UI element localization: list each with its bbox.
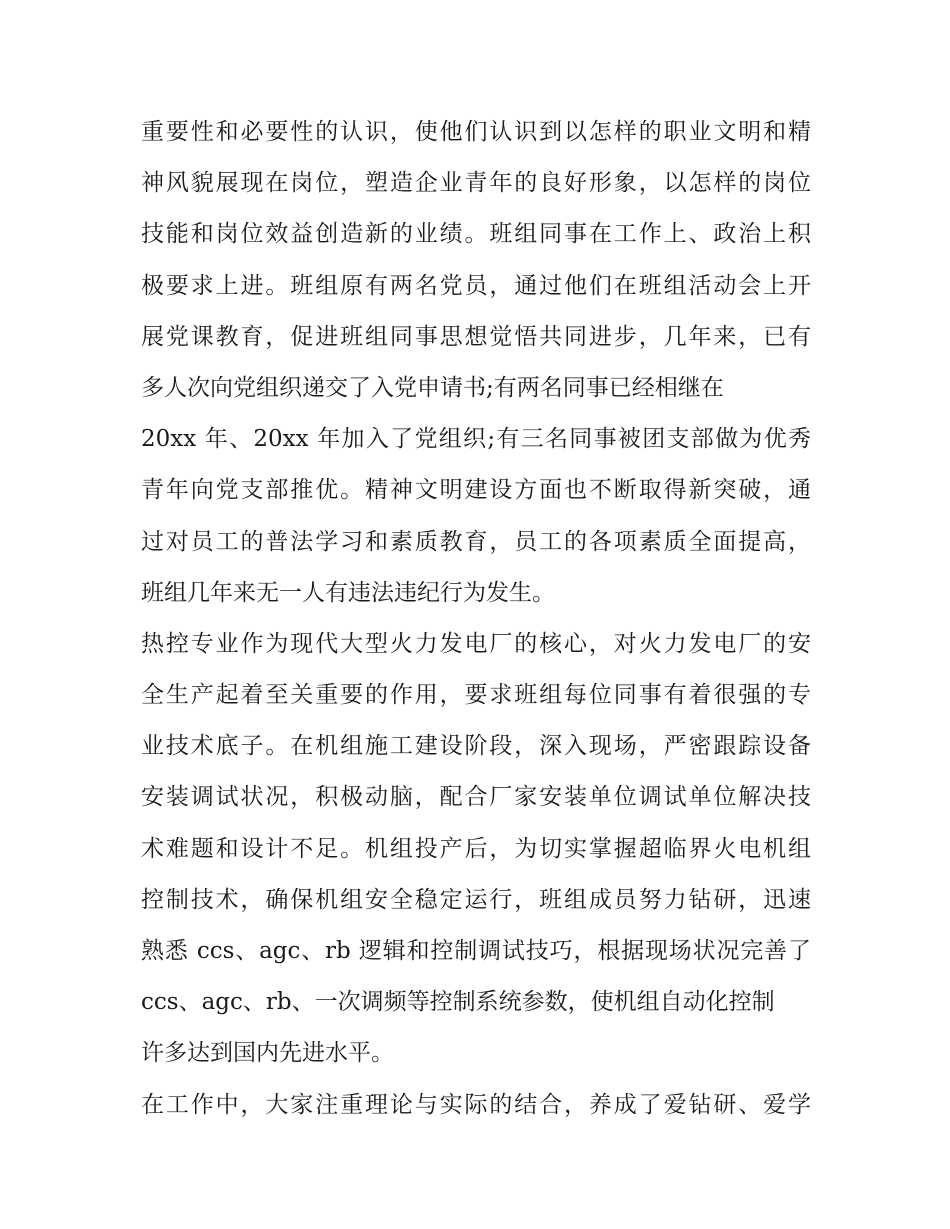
- text-line: 热控专业作为现代大型火力发电厂的核心，对火力发电厂的安: [141, 630, 811, 657]
- text-line: 班组几年来无一人有违法违纪行为发生。: [141, 579, 555, 606]
- text-line: 许多达到国内先进水平。: [141, 1040, 394, 1067]
- text-line: 熟悉 ccs、agc、rb 逻辑和控制调试技巧，根据现场状况完善了: [141, 938, 811, 964]
- text-line: 神风貌展现在岗位，塑造企业青年的良好形象，以怎样的岗位: [141, 170, 811, 197]
- text-line: 控制技术，确保机组安全稳定运行，班组成员努力钻研，迅速: [141, 886, 811, 913]
- text-line: 全生产起着至关重要的作用，要求班组每位同事有着很强的专: [141, 682, 811, 709]
- text-line: 过对员工的普法学习和素质教育，员工的各项素质全面提高，: [141, 528, 811, 555]
- text-line: 在工作中，大家注重理论与实际的结合，养成了爱钻研、爱学: [141, 1091, 811, 1118]
- text-line: 青年向党支部推优。精神文明建设方面也不断取得新突破，通: [141, 477, 811, 504]
- text-line: 20xx 年、20xx 年加入了党组织;有三名同事被团支部做为优秀: [141, 426, 811, 453]
- text-line: 术难题和设计不足。机组投产后，为切实掌握超临界火电机组: [141, 835, 811, 862]
- document-body: [141, 107, 811, 1131]
- text-line: 安装调试状况，积极动脑，配合厂家安装单位调试单位解决技: [141, 784, 811, 811]
- text-line: 展党课教育，促进班组同事思想觉悟共同进步，几年来，已有: [141, 323, 811, 350]
- text-line: 极要求上进。班组原有两名党员，通过他们在班组活动会上开: [141, 272, 811, 299]
- text-line: 业技术底子。在机组施工建设阶段，深入现场，严密跟踪设备: [141, 733, 811, 760]
- text-line: 多人次向党组织递交了入党申请书;有两名同事已经相继在: [141, 374, 724, 401]
- text-line: 技能和岗位效益创造新的业绩。班组同事在工作上、政治上积: [141, 221, 811, 248]
- text-line: 重要性和必要性的认识，使他们认识到以怎样的职业文明和精: [141, 119, 811, 145]
- text-line: ccs、agc、rb、一次调频等控制系统参数，使机组自动化控制: [141, 989, 775, 1016]
